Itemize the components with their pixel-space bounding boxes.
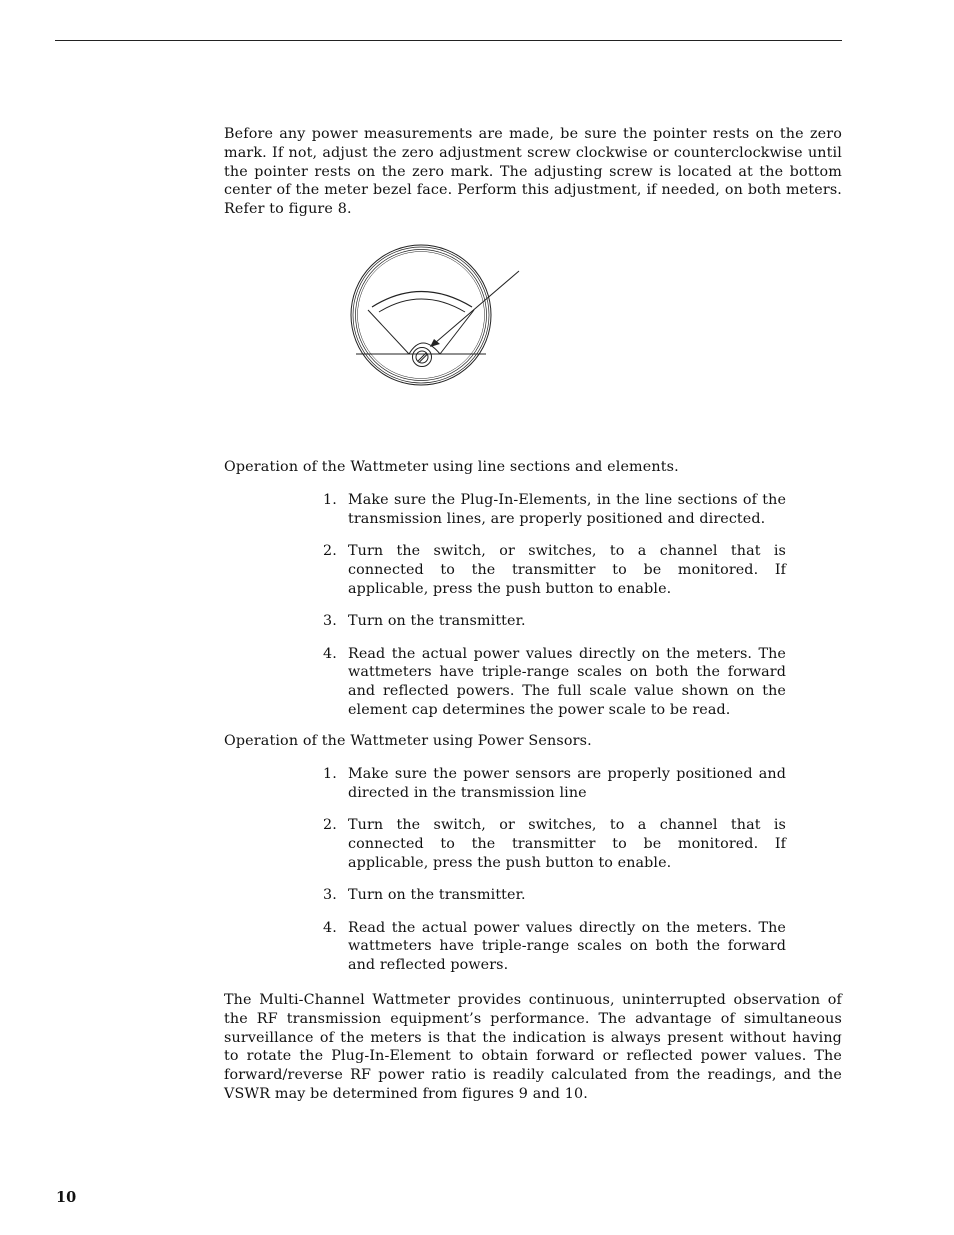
closing-paragraph: The Multi-Channel Wattmeter provides continuous, uninterrupted observation of the RF transmission equipment’s performance. The advantage of simultaneous surveillance of the meters is that the indication is always present without having to rotate the Plug-In-Element to obtain forward or reflected power values. The forward/reverse RF power ratio is readily calculated from the readings, and the VSWR may be determined from figures 9 and 10. (224, 992, 842, 1102)
list-item: 3. Turn on the transmitter. (323, 613, 526, 630)
list-item: 4. Read the actual power values directly on the meters. The wattmeters have triple-range scales on both the forward and reflected powers. (323, 919, 786, 974)
list-item: 2. Turn the switch, or switches, to a channel that is connected to the transmitter to be monitored. If applicable, press the push button to enable. (323, 817, 786, 871)
list-item: 1. Make sure the power sensors are properly positioned and directed in the transmission line (323, 766, 786, 801)
page-number: 10 (56, 1189, 77, 1206)
list-item: 3. Turn on the transmitter. (323, 887, 526, 904)
list-item: 4. Read the actual power values directly on the meters. The wattmeters have triple-range scales on both the forward and reflected powers. The full scale value shown on the element cap determines the power scale to be read. (323, 645, 786, 718)
meter-zero-adjust-icon (348, 240, 528, 388)
list-item: 2. Turn the switch, or switches, to a channel that is connected to the transmitter to be monitored. If applicable, press the push button to enable. (323, 543, 786, 597)
power-sensors-steps (318, 765, 786, 989)
header-rule (55, 40, 842, 41)
power-sensors-intro: Operation of the Wattmeter using Power Sensors. (224, 733, 592, 749)
line-sections-intro: Operation of the Wattmeter using line sections and elements. (224, 459, 679, 475)
list-item: 1. Make sure the Plug-In-Elements, in the line sections of the transmission lines, are properly positioned and directed. (323, 492, 786, 527)
zero-adjust-paragraph: Before any power measurements are made, be sure the pointer rests on the zero mark. If not, adjust the zero adjustment screw clockwise or counterclockwise until the pointer rests on the zero mark. The adjusting screw is located at the bottom center of the meter bezel face. Perform this adjustment, if needed, on both meters. Refer to figure 8. (224, 126, 842, 218)
line-sections-steps (318, 491, 786, 733)
